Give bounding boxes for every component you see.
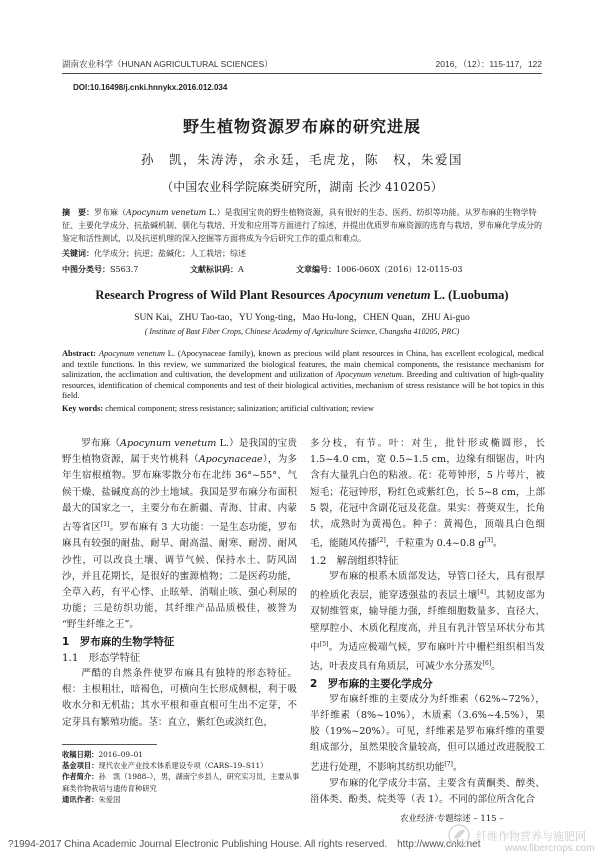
intro-latin-2: Apocynaceae: [198, 454, 263, 466]
author-bio: [62, 771, 302, 793]
running-header: [62, 58, 542, 70]
morph-text: 多分枝，有节。叶：对生，批针形或椭圆形，长 1.5~4.0 cm，宽 0.5~1.5 cm，边缘有细锯齿，叶内含有大量乳白色的粘液。花：花萼钟形，5 片萼片，被短毛；花冠钟形，粉红色或紫红色，长 5~8 cm，上部 5 裂，花冠中含副花冠及花盘。果实：蓇葖双生，长角状，成熟时为黄褐色。种子：黄褐色，顶端具白色细毛，能随风传播: [310, 438, 545, 550]
title-en-end: L. (Luobuma): [430, 288, 509, 302]
section-heading-1: 1 罗布麻的生物学特征: [62, 635, 175, 648]
doc-code: [190, 264, 244, 275]
citation-ref[interactable]: [1]: [100, 521, 110, 529]
abstract-cn-text-2: L.）是我国宝贵的野生植物资源，具有很好的生态、医药、纺织等功能。从罗布麻的生物学特征、主要化学成分、抗盐碱机制、驯化与栽培、开发和应用等方面进行了综述，并提出优质罗布麻资源的选育与栽培，罗布麻化学成分的鉴定和活性测试，以及抗逆机理的深入挖掘等方面将成为今后研究工作的重点和难点。: [62, 208, 542, 243]
intro-text-4: 。罗布麻有 3 大功能：一是生态功能，罗布麻具有较强的耐盐、耐旱、耐高温、耐寒、耐涝、耐风沙性，可以改良土壤、调节气候、保持水土、防风固沙，并且花期长，是很好的蜜源植物；二是医药功能，全草入药，有平心悸、止眩晕、消喘止咳、强心利尿的功能；三是纺织功能，其纤维产品品质极佳，被誉为 “野生纤维之王”。: [62, 522, 298, 631]
article-title-en: [0, 288, 604, 303]
citation-ref[interactable]: [6]: [482, 660, 492, 668]
keywords-cn-text: 化学成分；抗逆；盐碱化；人工栽培；综述: [94, 249, 246, 258]
anat-text-2: 。其韧皮部为双韧维管束，输导能力强，纤维细胞数量多、直径大、壁厚腔小、木质化程度高，并且有乳汁管呈环状分布其中: [310, 590, 546, 653]
abstract-en: [62, 349, 544, 402]
anatomy-paragraph: [310, 569, 545, 676]
morphology-continued: [310, 436, 545, 553]
abstract-en-text-2: . Breeding and cultivation of high-quality resources, identification of chemical components and test of their biological activities, mechanism of stress resistance will be hot topics in this field.: [62, 370, 544, 401]
anat-text-3: 。为适应极端气候，罗布麻叶片中栅栏组织相当发达，叶表皮具有角质层，可减少水分蒸发: [310, 642, 546, 673]
keywords-cn-label: 关键词：: [62, 249, 94, 258]
body-column-left: [62, 436, 297, 731]
corr-label: 通讯作者：: [62, 794, 99, 804]
subsection-heading-1-1: 1.1 形态学特征: [62, 651, 141, 664]
citation-ref[interactable]: [3]: [484, 537, 493, 545]
intro-latin: Apocynum venetum: [120, 438, 217, 449]
doc-code-value: A: [238, 265, 244, 274]
authors-cn: 孙 凯，朱涛涛，余永廷，毛虎龙，陈 权，朱爱国: [140, 152, 463, 167]
abstract-en-text: L. (Apocynaceae family), known as precious wild plant resources in China, has excellent ecological, medical and textile functions. In this review, we summarized the biological features, the main chemical components, the resistance mechanism for salinization, the acclimation and cultivation, the development and utilization of: [62, 349, 544, 380]
intro-text-2: L.）是我国的宝贵野生植物资源，属于夹竹桃科（: [62, 438, 297, 466]
page-footer: 农业经济·专题综述 – 115 –: [400, 814, 504, 824]
anat-text-4: 。: [491, 661, 501, 673]
subsection-heading-1-2: 1.2 解剖组织特征: [310, 554, 399, 567]
clc-label: 中图分类号：: [62, 265, 110, 274]
abstract-en-latin: Apocynum venetum: [98, 349, 165, 358]
keywords-en: [62, 404, 544, 413]
morph-text-2: ，千粒重为 0.4~0.8 g: [385, 538, 485, 550]
fund-info: [62, 760, 302, 771]
doc-code-label: 文献标识码：: [190, 265, 238, 274]
article-no-label: 文章编号：: [296, 265, 336, 274]
doi[interactable]: DOI:10.16498/j.cnki.hnnykx.2016.012.034: [73, 83, 228, 92]
abstract-en-label: Abstract:: [62, 349, 96, 358]
watermark-url[interactable]: www.fibercrops.com: [505, 843, 595, 854]
abstract-cn-label: 摘 要：: [62, 208, 94, 217]
copyright-notice: ?1994-2017 China Academic Journal Electronic Publishing House. All rights reserved. http://www.cnki.net: [8, 839, 481, 850]
abstract-cn-text: 罗布麻（: [94, 208, 126, 217]
citation-ref[interactable]: [5]: [319, 640, 329, 648]
keywords-en-text: chemical component; stress resistance; salinization; artificial cultivation; review: [105, 404, 374, 413]
author-bio-value: 孙 凯（1988–），男，湖南宁乡县人，研究实习员，主要从事麻类作物栽培与遗传育种研究: [62, 772, 300, 793]
journal-name: 湖南农业科学（HUNAN AGRICULTURAL SCIENCES）: [62, 59, 273, 69]
article-number: [296, 264, 463, 275]
citation-ref[interactable]: [7]: [444, 760, 453, 768]
received-value: 2016–09–01: [98, 750, 143, 759]
clc-code: [62, 264, 138, 275]
citation-ref[interactable]: [2]: [377, 537, 386, 545]
leaf-logo-icon: [448, 824, 470, 846]
affiliation-cn: （中国农业科学院麻类研究所，湖南 长沙 410205）: [161, 180, 443, 194]
title-en-latin: Apocynum venetum: [328, 288, 431, 302]
intro-paragraph: [62, 436, 297, 634]
article-title-cn: 野生植物资源罗布麻的研究进展: [182, 117, 421, 136]
footnotes: [62, 749, 302, 805]
corr-value: 朱爱国: [98, 794, 121, 804]
clc-value: S563.7: [110, 265, 139, 274]
fund-label: 基金项目：: [62, 761, 99, 771]
received-label: 收稿日期：: [62, 750, 99, 759]
fund-value: 现代农业产业技术体系建设专项（CARS–19–S11）: [98, 761, 268, 771]
title-en-main: Research Progress of Wild Plant Resources: [95, 288, 329, 302]
abstract-en-latin-2: Apocynum venetum: [335, 370, 402, 380]
intro-text-3: ），为多年生宿根植物。罗布麻零散分布在北纬 36°~55°、气候干燥、盐碱度高的沙土地域。我国是罗布麻分布面积最大的国家之一，主要分布在新疆、青海、甘肃、内蒙古等省区: [62, 454, 298, 534]
keywords-cn: [62, 248, 544, 259]
affiliation-en: ( Institute of Bast Fiber Crops, Chinese Academy of Agriculture Science, Changsha 410205, PRC): [144, 327, 460, 336]
corresponding-author: [62, 794, 302, 805]
anat-text: 罗布麻的根系木质部发达，导管口径大，具有很厚的栓质化表层，能穿透强盐的表层土壤: [310, 570, 545, 602]
morph-text-3: 。: [492, 538, 503, 550]
watermark-site-name: 纤维作物营养与施肥网: [476, 830, 586, 843]
footnote-rule: [62, 744, 157, 745]
body-column-right: [310, 436, 545, 808]
chem-text-2: 。: [452, 761, 463, 773]
section-heading-2: 2 罗布麻的主要化学成分: [310, 677, 433, 690]
article-no-value: 1006-060X（2016）12-0115-03: [336, 265, 463, 274]
chemistry-paragraph-2: 罗布麻的化学成分丰富，主要含有黄酮类、醇类、甾体类、酚类、烷类等（表 1）。不同的部位所含化合: [310, 778, 545, 806]
intro-text: 罗布麻（: [81, 438, 121, 449]
chemistry-paragraph-1: [310, 692, 545, 776]
morphology-paragraph: 严酷的自然条件使罗布麻具有独特的形态特征。根：主根粗壮，暗褐色，可横向生长形成侧根，利于吸收水分和无机盐；其水平根和垂直根可生出不定芽，不定芽具有繁殖功能。茎：直立，紫红色或淡红色，: [62, 668, 297, 728]
abstract-cn-latin: Apocynum venetum: [126, 208, 207, 217]
received-date: [62, 749, 302, 760]
author-bio-label: 作者简介：: [62, 772, 99, 782]
issue-pages: 2016，（12）：115-117，122: [435, 59, 542, 69]
authors-en: SUN Kai，ZHU Tao-tao，YU Yong-ting，Mao Hu-long，CHEN Quan，ZHU Ai-guo: [134, 313, 470, 323]
header-rule: [62, 73, 542, 74]
keywords-en-label: Key words:: [62, 404, 104, 413]
citation-ref[interactable]: [4]: [477, 589, 486, 597]
abstract-cn: [62, 206, 544, 245]
chem-text: 罗布麻纤维的主要成分为纤维素（62%~72%），半纤维素（8%~10%），木质素（3.6%~4.5%），果胶（19%~20%）。可见，纤维素是罗布麻纤维的重要组成部分，虽然果胶含量较高，但可以通过改进脱胶工艺进行处理，不影响其纺织功能: [310, 693, 545, 773]
